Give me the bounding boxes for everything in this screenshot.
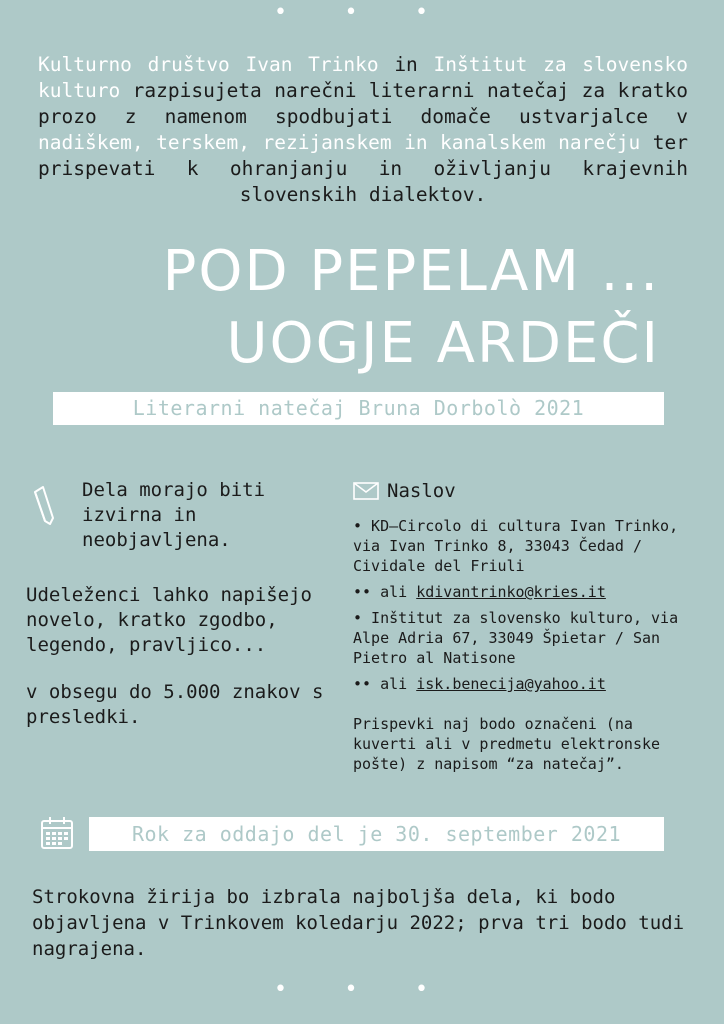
email-line-1 (353, 582, 698, 602)
dialects-highlight: nadiškem, terskem, rezijanskem in kanalskem narečju (38, 131, 641, 154)
address-entry-1: • KD–Circolo di cultura Ivan Trinko, via Ivan Trinko 8, 33043 Čedad / Cividale del Friuli (353, 517, 679, 575)
decorative-dots-top: • • • (273, 0, 451, 25)
email-prefix-2: •• ali (353, 675, 417, 693)
title-line-2: UOGJE ARDEČI (226, 311, 660, 376)
organizer-2: Inštitut za slovensko kulturo (38, 53, 688, 102)
intro-and: in (394, 53, 418, 76)
intro-text-1: razpisujeta narečni literarni natečaj za kratko prozo z namenom spodbujati domače ustvarjalce v (38, 79, 689, 128)
envelope-icon (353, 482, 379, 500)
jury-text: Strokovna žirija bo izbrala najboljša dela, ki bodo objavljena v Trinkovem koledarju 2022; prva tri bodo tudi nagrajena. (32, 886, 685, 960)
intro-text-2: ter prispevati k ohranjanju in oživljanju krajevnih slovenskih dialektov. (38, 131, 688, 206)
address-heading-label: Naslov (387, 480, 456, 502)
originality-requirement: Dela morajo biti izvirna in neobjavljena. (82, 479, 266, 551)
email-line-2 (353, 674, 698, 694)
address-entry-2: • Inštitut za slovensko kulturo, via Alpe Adria 67, 33049 Špietar / San Pietro al Natisone (353, 609, 679, 667)
deadline-banner: Rok za oddajo del je 30. september 2021 (89, 817, 664, 851)
decorative-dots-bottom: • • • (273, 977, 451, 1002)
length-limit: v obsegu do 5.000 znakov s presledki. (26, 681, 324, 728)
contest-title (40, 236, 660, 380)
submission-note: Prispevki naj bodo označeni (na kuverti ali v predmetu elektronske pošte) z napisom “za natečaj”. (353, 715, 661, 773)
email-link-2[interactable]: isk.benecija@yahoo.it (416, 675, 606, 693)
contest-subtitle: Literarni natečaj Bruna Dorbolò 2021 (53, 392, 664, 425)
address-column (353, 478, 698, 774)
participants-text: Udeleženci lahko napišejo novelo, kratko zgodbo, legendo, pravljico... (26, 584, 312, 656)
address-heading (353, 478, 698, 504)
requirements-column (26, 478, 326, 730)
pencil-icon (32, 484, 56, 526)
organizer-1: Kulturno društvo Ivan Trinko (38, 53, 379, 76)
intro-paragraph (38, 52, 688, 208)
email-prefix-1: •• ali (353, 583, 417, 601)
email-link-1[interactable]: kdivantrinko@kries.it (416, 583, 606, 601)
calendar-icon (40, 816, 74, 850)
title-line-1: POD PEPELAM ... (162, 239, 660, 304)
